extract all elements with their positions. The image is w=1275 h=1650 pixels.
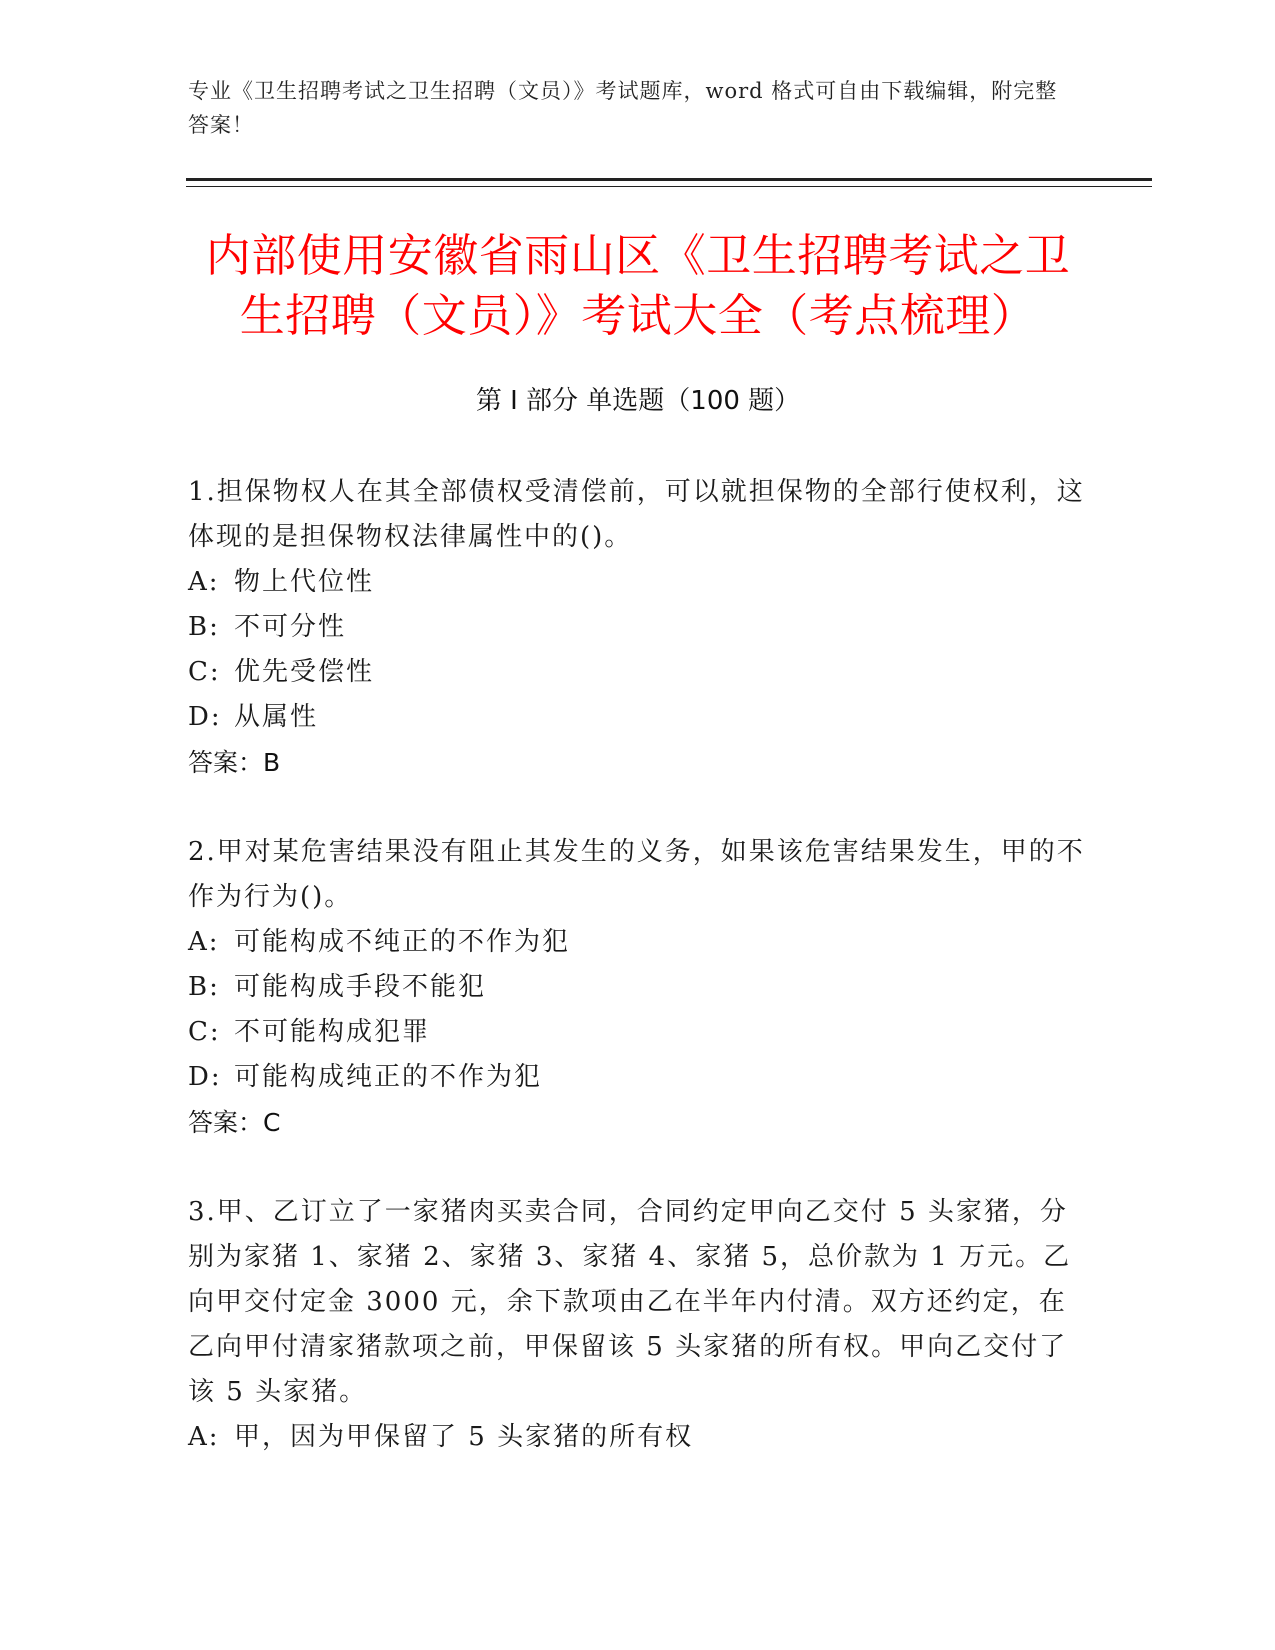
option-letter: C:	[188, 1017, 221, 1047]
option-text: 从属性	[234, 702, 319, 732]
answer-line: 答案：B	[188, 748, 281, 777]
option-c	[188, 1010, 1088, 1055]
option-text: 可能构成不纯正的不作为犯	[234, 927, 571, 957]
option-text: 不可分性	[234, 612, 347, 642]
header-divider-thin	[186, 186, 1152, 187]
question-2	[188, 830, 1088, 1145]
question-1	[188, 470, 1088, 785]
section-heading: 第 I 部分 单选题（100 题）	[475, 386, 801, 416]
question-3	[188, 1190, 1088, 1460]
option-letter: D:	[188, 1062, 222, 1092]
option-letter: C:	[188, 657, 221, 687]
question-list	[188, 470, 1088, 1505]
option-letter: A:	[188, 567, 220, 597]
question-stem: 2.甲对某危害结果没有阻止其发生的义务，如果该危害结果发生，甲的不作为行为()。	[188, 837, 1085, 912]
option-text: 优先受偿性	[234, 657, 375, 687]
option-text: 不可能构成犯罪	[234, 1017, 431, 1047]
option-letter: A:	[188, 927, 220, 957]
question-stem: 1.担保物权人在其全部债权受清偿前，可以就担保物的全部行使权利，这体现的是担保物权法律属性中的()。	[188, 477, 1085, 552]
option-letter: D:	[188, 702, 222, 732]
option-text: 可能构成手段不能犯	[234, 972, 487, 1002]
option-d	[188, 1055, 1088, 1100]
option-a	[188, 920, 1088, 965]
option-b	[188, 965, 1088, 1010]
option-text: 甲，因为甲保留了 5 头家猪的所有权	[234, 1422, 694, 1452]
option-a	[188, 1415, 1088, 1460]
header-divider-thick	[186, 178, 1152, 181]
question-stem: 3.甲、乙订立了一家猪肉买卖合同，合同约定甲向乙交付 5 头家猪，分别为家猪 1、家猪 2、家猪 3、家猪 4、家猪 5，总价款为 1 万元。乙向甲交付定金 3000 元，余下款项由乙在半年内付清。双方还约定，在乙向甲付清家猪款项之前，甲保留该 5 头家猪的所有权。甲向乙交付了该 5 头家猪。	[188, 1197, 1072, 1407]
option-text: 可能构成纯正的不作为犯	[234, 1062, 543, 1092]
header-note: 专业《卫生招聘考试之卫生招聘（文员）》考试题库，word 格式可自由下载编辑，附完整答案！	[188, 79, 1058, 137]
answer-line: 答案：C	[188, 1108, 281, 1137]
option-text: 物上代位性	[234, 567, 375, 597]
document-title: 内部使用安徽省雨山区《卫生招聘考试之卫生招聘（文员）》考试大全（考点梳理）	[205, 229, 1071, 342]
option-d	[188, 695, 1088, 740]
option-a	[188, 560, 1088, 605]
option-b	[188, 605, 1088, 650]
option-letter: B:	[188, 972, 220, 1002]
option-letter: B:	[188, 612, 220, 642]
option-c	[188, 650, 1088, 695]
option-letter: A:	[188, 1422, 220, 1452]
